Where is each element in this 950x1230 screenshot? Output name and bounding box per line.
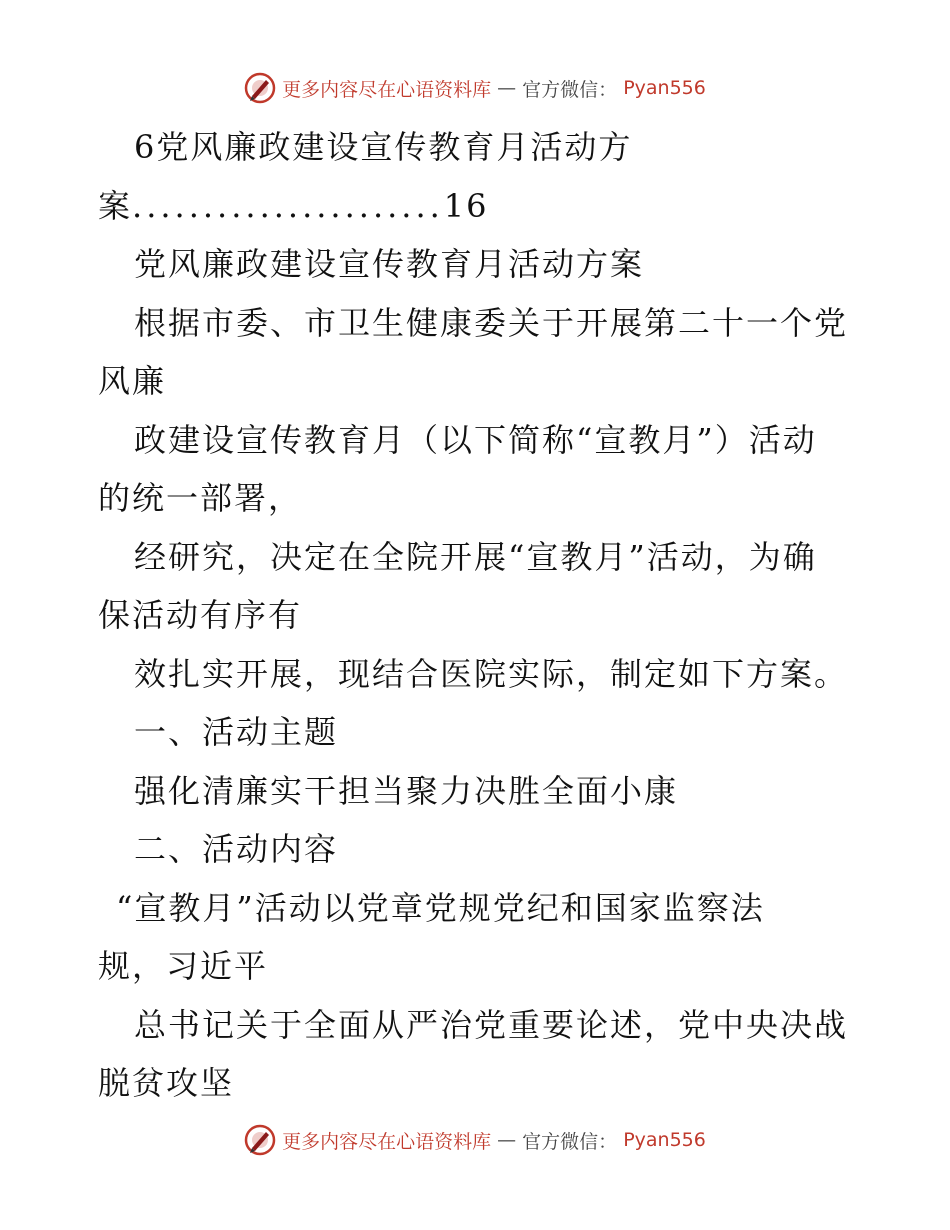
heading-theme: 一、活动主题 bbox=[134, 713, 339, 751]
document-body bbox=[98, 118, 858, 1113]
paragraph-line: 风廉 bbox=[98, 362, 167, 400]
toc-entry-continuation bbox=[98, 177, 858, 236]
paragraph-line: 政建设宣传教育月（以下简称“宣教月”）活动 bbox=[134, 420, 817, 459]
paragraph-line: 强化清廉实干担当聚力决胜全面小康 bbox=[134, 771, 679, 810]
toc-leader-dots: ...................... bbox=[132, 186, 444, 225]
paragraph-line: 总书记关于全面从严治党重要论述，党中央决战 bbox=[134, 1005, 849, 1044]
section-title: 党风廉政建设宣传教育月活动方案 bbox=[134, 245, 645, 283]
heading-content: 二、活动内容 bbox=[134, 830, 339, 868]
footer-banner bbox=[0, 1124, 950, 1156]
paragraph-line: 规，习近平 bbox=[98, 947, 269, 985]
paragraph-line: 的统一部署， bbox=[98, 479, 303, 517]
banner-handle: Pyan556 bbox=[623, 77, 706, 99]
banner-label: 官方微信： bbox=[522, 78, 618, 101]
toc-entry-text: 案 bbox=[98, 186, 133, 225]
banner-handle: Pyan556 bbox=[623, 1129, 706, 1151]
paragraph-line: 经研究，决定在全院开展“宣教月”活动，为确 bbox=[134, 537, 817, 576]
header-banner bbox=[0, 72, 950, 104]
logo-icon bbox=[244, 1124, 276, 1156]
toc-entry-line: 6党风廉政建设宣传教育月活动方 bbox=[134, 128, 633, 166]
paragraph-line: “宣教月”活动以党章党规党纪和国家监察法 bbox=[116, 888, 765, 927]
banner-label: 官方微信： bbox=[522, 1130, 618, 1153]
paragraph-line: 效扎实开展，现结合医院实际，制定如下方案。 bbox=[134, 654, 849, 693]
banner-separator: — bbox=[497, 77, 517, 99]
paragraph-line: 根据市委、市卫生健康委关于开展第二十一个党 bbox=[134, 303, 849, 342]
banner-main-text: 更多内容尽在心语资料库 bbox=[282, 1130, 492, 1153]
logo-icon bbox=[244, 72, 276, 104]
banner-separator: — bbox=[497, 1129, 517, 1151]
paragraph-line: 脱贫攻坚 bbox=[98, 1064, 235, 1102]
paragraph-line: 保活动有序有 bbox=[98, 596, 303, 634]
banner-main-text: 更多内容尽在心语资料库 bbox=[282, 78, 492, 101]
toc-page-number: 16 bbox=[443, 186, 489, 225]
